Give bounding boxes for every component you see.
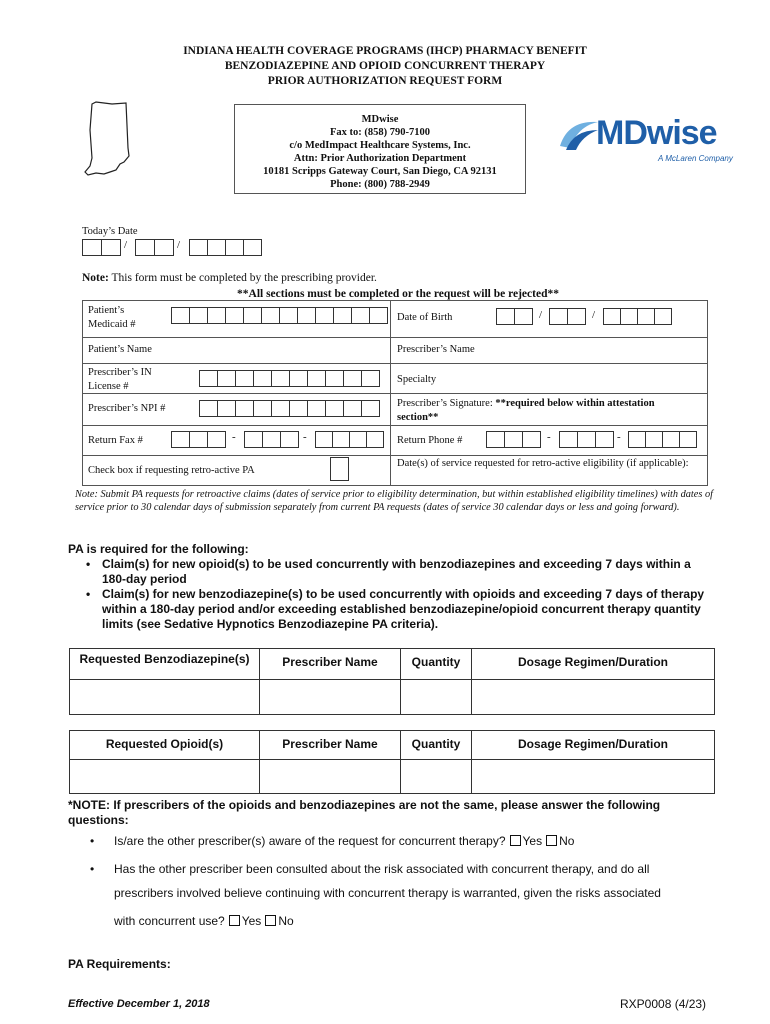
pa-item-2: Claim(s) for new benzodiazepine(s) to be used concurrently with opioids and exceeding 7 days of therapy within a 180-day period and/or exceeding established benzodiazepine/opioid concurrent therapy quantity limits (see Sedative Hypnotics Benzodiazepine PA criteria). (102, 587, 705, 631)
q1-no-checkbox[interactable] (546, 835, 557, 846)
table-cell[interactable] (472, 680, 715, 715)
list-item: • Claim(s) for new opioid(s) to be used concurrently with benzodiazepines and exceeding 7 days within a 180-day period (86, 557, 708, 587)
phone-line-boxes[interactable] (629, 431, 697, 448)
note-bold: Note: (82, 272, 109, 284)
contact-phone: Phone: (800) 788-2949 (330, 179, 430, 190)
table-header: Quantity (401, 649, 472, 680)
dob-label: Date of Birth (397, 312, 453, 323)
phone-area-boxes[interactable] (487, 431, 541, 448)
title-line-3: PRIOR AUTHORIZATION REQUEST FORM (267, 75, 503, 87)
question-1: • Is/are the other prescriber(s) aware of the request for concurrent therapy? Yes No (90, 834, 575, 848)
table-cell[interactable] (70, 760, 260, 794)
q2-no-checkbox[interactable] (265, 915, 276, 926)
contact-address: 10181 Scripps Gateway Court, San Diego, CA 92131 (263, 166, 497, 177)
return-phone-label: Return Phone # (397, 435, 463, 446)
question-2-line-1: Has the other prescriber been consulted about the risk associated with concurrent therapy, and do all (114, 862, 650, 876)
date-month-boxes[interactable] (83, 239, 121, 256)
fax-area-boxes[interactable] (172, 431, 226, 448)
all-sections-warning: **All sections must be completed or the request will be rejected** (237, 288, 559, 300)
table-header: Dosage Regimen/Duration (472, 731, 715, 760)
table-cell[interactable] (260, 760, 401, 794)
no-label: No (559, 834, 575, 848)
signature-text: Prescriber’s Signature: (397, 398, 496, 409)
retro-checkbox[interactable] (330, 457, 349, 481)
title-line-1: INDIANA HEALTH COVERAGE PROGRAMS (IHCP) PHARMACY BENEFIT (183, 45, 587, 57)
table-header: Requested Opioid(s) (70, 731, 260, 760)
benzodiazepine-table (69, 648, 715, 715)
date-sep: / (177, 239, 181, 251)
pa-requirements-heading: PA Requirements: (68, 957, 171, 971)
retro-check-label: Check box if requesting retro-active PA (88, 465, 255, 476)
prescriber-name-label: Prescriber’s Name (397, 344, 475, 355)
medicaid-label: Patient’s Medicaid # (88, 305, 136, 330)
effective-date: Effective December 1, 2018 (68, 998, 210, 1010)
note-text: This form must be completed by the prescribing provider. (108, 272, 377, 284)
no-label: No (278, 914, 294, 928)
table-header: Dosage Regimen/Duration (472, 649, 715, 680)
logo-text: MDwise (596, 114, 717, 152)
table-header: Requested Benzodiazepine(s) (70, 649, 260, 680)
pa-required-title: PA is required for the following: (68, 542, 249, 556)
phone-prefix-boxes[interactable] (560, 431, 614, 448)
prescriber-note: *NOTE: If prescribers of the opioids and benzodiazepines are not the same, please answer the following questions: (68, 798, 661, 827)
date-year-boxes[interactable] (190, 239, 262, 256)
opioid-table (69, 730, 715, 794)
table-cell[interactable] (401, 680, 472, 715)
fax-line-boxes[interactable] (316, 431, 384, 448)
patient-name-label: Patient’s Name (88, 344, 152, 355)
dob-day-boxes[interactable] (550, 308, 586, 325)
todays-date-label: Today’s Date (82, 226, 138, 237)
dates-service-label: Date(s) of service requested for retro-active eligibility (if applicable): (397, 458, 689, 469)
question-2: • Has the other prescriber been consulted about the risk associated with concurrent therapy, and do all prescribers involved believe continuing with concurrent therapy is warranted, given the risks associated with concurrent use? Yes No (90, 862, 661, 928)
date-day-boxes[interactable] (136, 239, 174, 256)
phone-sep: - (547, 431, 551, 443)
table-cell[interactable] (260, 680, 401, 715)
fax-prefix-boxes[interactable] (245, 431, 299, 448)
form-title (0, 44, 770, 89)
mdwise-swoosh-icon (558, 116, 600, 152)
table-header: Prescriber Name (260, 731, 401, 760)
fax-sep: - (232, 431, 236, 443)
question-2-line-2: prescribers involved believe continuing with concurrent therapy is warranted, given the risks associated (114, 886, 661, 900)
contact-fax: Fax to: (858) 790-7100 (329, 127, 431, 138)
indiana-map-icon (82, 100, 134, 178)
table-cell[interactable] (401, 760, 472, 794)
title-line-2: BENZODIAZEPINE AND OPIOID CONCURRENT THERAPY (224, 60, 546, 72)
provider-note (82, 272, 377, 284)
form-id: RXP0008 (4/23) (620, 997, 707, 1011)
license-label: Prescriber’s IN License # (88, 367, 152, 392)
date-sep: / (124, 239, 128, 251)
table-header: Quantity (401, 731, 472, 760)
signature-bold: **required below within attestation section** (397, 398, 655, 423)
yes-label: Yes (241, 914, 262, 928)
list-item: • Claim(s) for new benzodiazepine(s) to be used concurrently with opioids and exceeding 7 days of therapy within a 180-day period and/or exceeding established benzodiazepine/opioid concurrent therapy quantity limits (see Sedative Hypnotics Benzodiazepine PA criteria). (86, 587, 708, 632)
pa-required-section (68, 542, 708, 632)
contact-attn: Attn: Prior Authorization Department (293, 153, 467, 164)
phone-sep: - (617, 431, 621, 443)
fax-sep: - (303, 431, 307, 443)
table-cell[interactable] (70, 680, 260, 715)
contact-box (234, 104, 526, 194)
table-header: Prescriber Name (260, 649, 401, 680)
medicaid-boxes[interactable] (172, 307, 388, 324)
npi-boxes[interactable] (200, 400, 380, 417)
signature-label (397, 397, 697, 425)
specialty-label: Specialty (397, 374, 437, 385)
question-2-line-3: with concurrent use? (114, 914, 225, 928)
dob-sep: / (592, 309, 596, 321)
license-boxes[interactable] (200, 370, 380, 387)
q1-yes-checkbox[interactable] (510, 835, 521, 846)
contact-co: c/o MedImpact Healthcare Systems, Inc. (289, 140, 471, 151)
npi-label: Prescriber’s NPI # (88, 403, 166, 414)
q2-yes-checkbox[interactable] (229, 915, 240, 926)
dob-month-boxes[interactable] (497, 308, 533, 325)
dob-year-boxes[interactable] (604, 308, 672, 325)
question-1-text: Is/are the other prescriber(s) aware of the request for concurrent therapy? (114, 834, 506, 848)
mdwise-logo (558, 114, 738, 166)
pa-item-1: Claim(s) for new opioid(s) to be used concurrently with benzodiazepines and exceeding 7 days within a 180-day period (102, 557, 691, 586)
contact-name: MDwise (361, 114, 399, 125)
logo-tagline: A McLaren Company (658, 154, 733, 163)
return-fax-label: Return Fax # (88, 435, 143, 446)
retro-note: Note: Submit PA requests for retroactive claims (dates of service prior to eligibility determination, but within established eligibility timelines) with dates of service prior to 30 calendar days of submission separately from current PA requests (dates of service 30 calendar days or less and going forward). (75, 489, 713, 513)
yes-label: Yes (522, 834, 543, 848)
table-cell[interactable] (472, 760, 715, 794)
dob-sep: / (539, 309, 543, 321)
